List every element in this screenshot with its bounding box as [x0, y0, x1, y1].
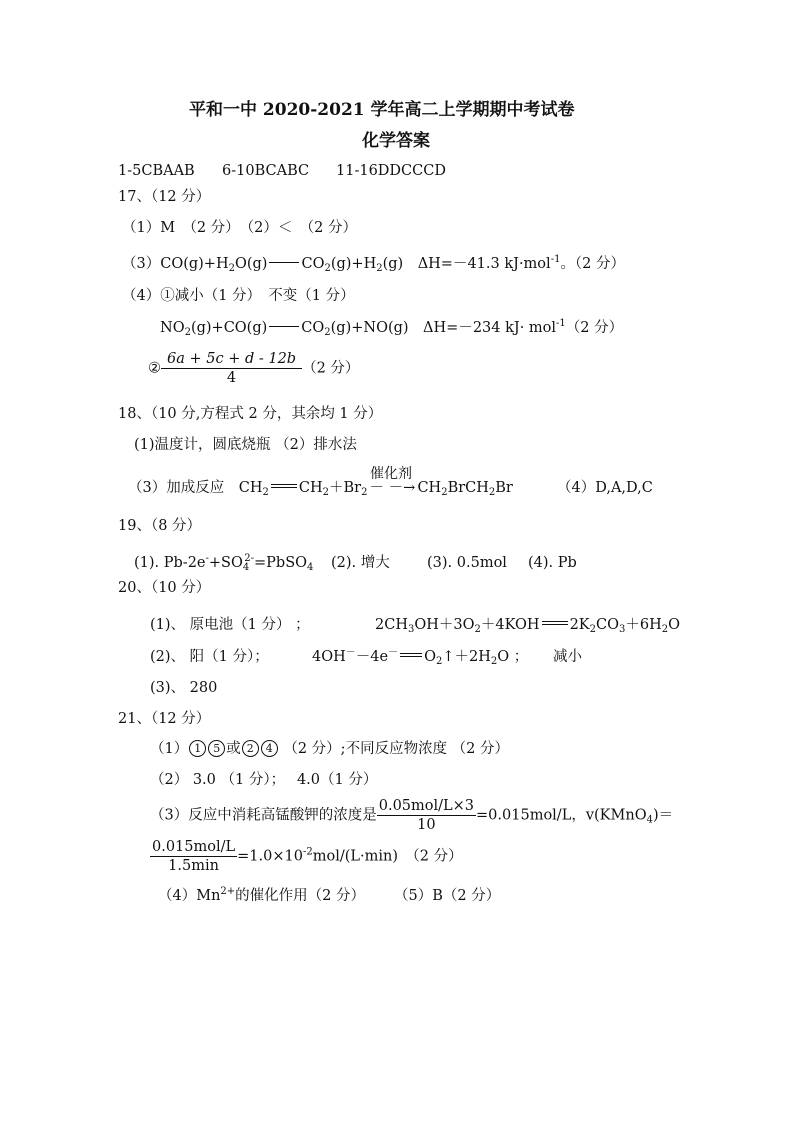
q19-part4: (4). Pb — [528, 555, 577, 571]
q20-part1-equation: $2CH_3OH+3O_2+4KOH$ $2K_2CO_3+6H_2O$ — [375, 617, 681, 635]
q21-heading: 21、（12 分） — [118, 711, 211, 727]
q21-part1: （1） 1 5 或 2 4 （2 分）;不同反应物浓度 （2 分） — [150, 741, 510, 757]
q19-part2: (2). 增大 — [331, 555, 390, 571]
q18-part1: (1)温度计，圆底烧瓶 （2）排水法 — [134, 437, 357, 453]
q17-part3: $(3)CO(g)+H_2O(g)$ $CO_2(g)+H_2(g)$ ΔH=－41.3 kJ·mol$^{-1}$。（2 分） — [122, 254, 626, 274]
q17-heading: 17、（12 分） — [118, 189, 211, 205]
q17-part4-formula: ② $\frac{6a + 5c + d - 12b}{4}$ （2 分） — [148, 351, 360, 386]
q21-part4: $(4)Mn^{2+}$的催化作用（2 分） （5）B（2 分） — [158, 886, 501, 904]
q20-heading: 20、（10 分） — [118, 580, 211, 596]
exam-title: 平和一中 2020-2021 学年高二上学期期中考试卷 — [189, 100, 575, 120]
q18-part3: （3）加成反应 $CH_2$ $CH_2+Br_2$ － －→ $CH_2BrCH_2Br$ — [128, 480, 513, 498]
q19-part1: (1). $Pb-2e^-+SO_4^{2-}=PbSO_4$ — [134, 553, 314, 573]
catalyst-label: 催化剂 — [370, 466, 412, 482]
q21-part2: （2） 3.0 （1 分）； 4.0（1 分） — [150, 772, 378, 788]
q20-part2: (2)、 阳（1 分）； — [150, 649, 269, 665]
q17-part4: （4）①减小（1 分） 不变（1 分） — [122, 288, 355, 304]
q21-part3-rate: $\frac{\text{0.015mol/L}}{1.5\min}$ $=1.0\times 10^{-2}mol/(L\cdot\min)$ （2 分） — [152, 839, 463, 874]
q21-part3: （3）反应中消耗高锰酸钾的浓度是 $\frac{\text{0.05mol/L×3}}{10}$ =0.015mol/L，v(KMnO$_4$)＝ — [150, 798, 674, 833]
q20-part1: (1)、 原电池（1 分） ； — [150, 617, 310, 633]
q18-heading: 18、（10 分,方程式 2 分，其余均 1 分） — [118, 406, 383, 422]
q20-part2-end: 减小 — [553, 649, 582, 665]
q20-part2-equation: 4OH－－4e－ $O_2↑+2H_2O$ ； — [312, 647, 529, 667]
q18-part4: （4）D,A,D,C — [557, 480, 653, 496]
answer-title: 化学答案 — [362, 131, 430, 151]
mc-answers-3: 11-16DDCCCD — [336, 163, 446, 179]
q17-part4-equation: $NO_2(g)+CO(g)$ $CO_2(g)+NO(g)$ ΔH=－234 kJ· mol$^{-1}$（2 分） — [160, 318, 624, 338]
q19-heading: 19、（8 分） — [118, 518, 202, 534]
q17-part1: （1）M （2 分） （2）＜ （2 分） — [122, 220, 357, 236]
q20-part3: (3)、 280 — [150, 680, 218, 696]
mc-answers-2: 6-10BCABC — [222, 163, 310, 179]
q19-part3: (3). 0.5mol — [427, 555, 507, 571]
mc-answers-1: 1-5CBAAB — [118, 163, 195, 179]
